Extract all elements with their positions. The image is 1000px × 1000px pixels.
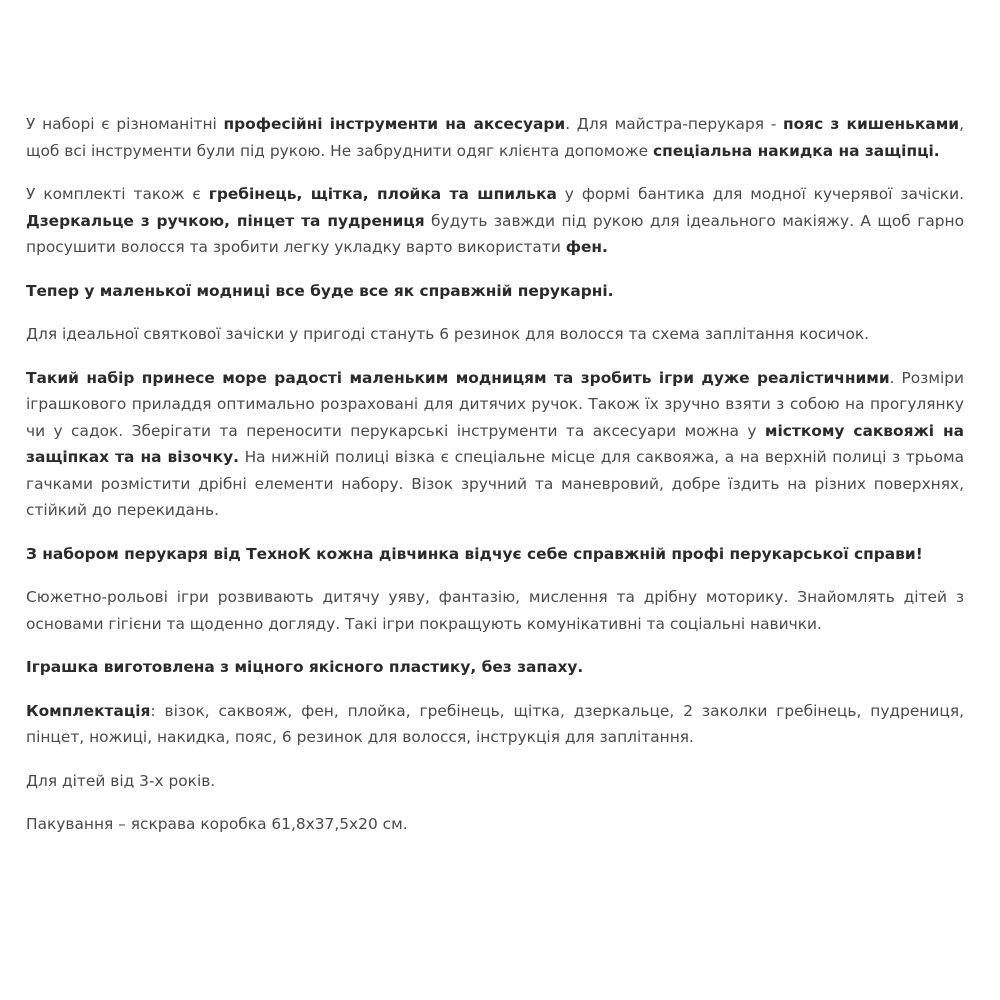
paragraph-benefits: [26, 365, 964, 524]
paragraph-role-play: Сюжетно-рольові ігри розвивають дитячу уяву, фантазію, мислення та дрібну моторику. Знайомлять дітей з основами гігієни та щоденно догляду. Такі ігри покращують комунікативні та соціальні навички.: [26, 588, 964, 633]
paragraph-brand-claim: З набором перукаря від ТехноК кожна дівчинка відчує себе справжній профі перукарської справи!: [26, 544, 923, 563]
bold-run: Такий набір принесе море радості маленьким модницям та зробить ігри дуже реалістичними: [26, 368, 890, 387]
product-description: [26, 111, 964, 838]
text-run: У комплекті також є: [26, 185, 209, 203]
bold-run: місткому саквояжі на защіпках та на візочку.: [26, 421, 964, 466]
paragraph-packaging: Пакування – яскрава коробка 61,8x37,5x20 см.: [26, 815, 408, 833]
text-run: На нижній полиці візка є спеціальне місце для саквояжа, а на верхній полиці з трьома гачками розмістити дрібні елементи набору. Візок зручний та маневровий, добре їздить на різних поверхнях, стійкий до перекидань.: [26, 448, 964, 519]
bold-run: фен.: [565, 238, 608, 256]
paragraph-material: Іграшка виготовлена з міцного якісного пластику, без запаху.: [26, 658, 584, 676]
text-run: , щоб всі інструменти були під рукою. Не забруднити одяг клієнта допоможе: [26, 115, 964, 160]
text-run: : візок, саквояж, фен, плойка, гребінець, щітка, дзеркальце, 2 заколки гребінець, пудрениця, пінцет, ножиці, накидка, пояс, 6 резинок для волосся, інструкція для заплітання.: [26, 701, 964, 746]
bold-run: спеціальна накидка на защіпці.: [652, 141, 940, 160]
paragraph-age: Для дітей від 3-х років.: [26, 771, 216, 790]
bold-run: професійні інструменти на аксесуари: [223, 115, 566, 133]
text-run: . Розміри іграшкового приладдя оптимально розраховані для дитячих ручок. Також їх зручно взяти з собою на прогулянку чи у садок. Зберігати та переносити перукарські інструменти та аксесуари можна у: [26, 368, 964, 440]
text-run: У наборі є різноманітні: [26, 115, 224, 133]
paragraph-kit-contents: [26, 181, 964, 261]
paragraph-package-contents: [26, 698, 964, 751]
text-run: будуть завжди під рукою для ідеального макіяжу. А щоб гарно просушити волосся та зробити легку укладку варто використати: [26, 211, 964, 256]
bold-run: Комплектація: [26, 701, 151, 720]
paragraph-accessories: [26, 111, 964, 164]
paragraph-hair-ties: Для ідеальної святкової зачіски у пригоді стануть 6 резинок для волосся та схема заплітання косичок.: [26, 325, 870, 343]
bold-run: пояс з кишеньками: [783, 115, 960, 133]
paragraph-highlight: Тепер у маленької модниці все буде все як справжній перукарні.: [26, 281, 614, 300]
text-run: . Для майстра-перукаря -: [565, 115, 783, 133]
bold-run: гребінець, щітка, плойка та шпилька: [208, 185, 557, 203]
bold-run: Дзеркальце з ручкою, пінцет та пудрениця: [26, 211, 425, 230]
text-run: у формі бантика для модної кучерявої зачіски.: [556, 185, 964, 203]
